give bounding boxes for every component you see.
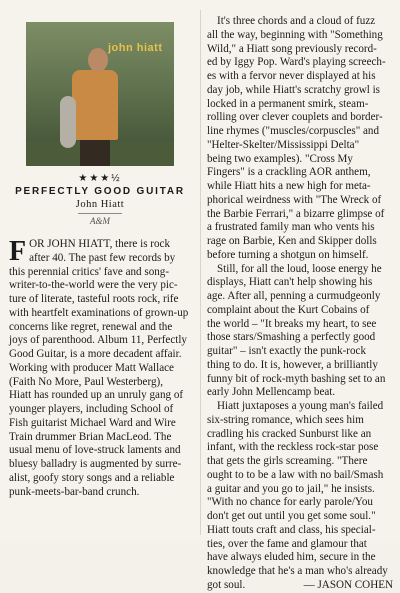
text-line: Good Guitar, is a more decadent affair. bbox=[9, 348, 182, 360]
text-line: "Helter-Skelter/Mississippi Delta" bbox=[207, 138, 360, 151]
text-line: all the way, beginning with "Something bbox=[207, 28, 383, 41]
text-line: phorical weirdness with "The Wreck of bbox=[207, 193, 382, 206]
text-line: after 40. The past few records by bbox=[29, 251, 176, 264]
column-divider bbox=[200, 10, 201, 535]
text-line: writer-to-the-world were the very pic- bbox=[9, 279, 178, 292]
text-line: knowledge that he's a man who's already bbox=[207, 565, 388, 577]
text-line: displays, Hiatt can't help showing his bbox=[207, 276, 373, 289]
text-line: ought to to be a law with no bail/Smash bbox=[207, 468, 384, 481]
text-line: (Faith No More, Paul Westerberg), bbox=[9, 375, 163, 388]
text-line: a frustrated family man who vents his bbox=[207, 221, 375, 234]
record-label: A&M bbox=[90, 216, 110, 226]
text-line: that gets the girls screaming. "There bbox=[207, 455, 368, 467]
review-body-right bbox=[207, 15, 393, 593]
text-line: the Barbie Ferrari," a bizarre glimpse of bbox=[207, 207, 385, 220]
cover-figure-head bbox=[88, 48, 108, 72]
text-line: usual menu of love-struck laments and bbox=[9, 444, 181, 457]
text-line: got soul. bbox=[207, 578, 246, 591]
text-line: Fish guitarist Michael Ward and Wire bbox=[9, 416, 176, 429]
text-line: alist, goofy story songs and a reliable bbox=[9, 471, 175, 484]
text-line: don't get out until you get some soul." bbox=[207, 510, 376, 522]
text-line: have always eluded him, secure in the bbox=[207, 551, 376, 564]
text-line: punk-meets-bar-band crunch. bbox=[9, 485, 140, 498]
text-line: es with a fervor never displayed at his bbox=[207, 70, 376, 82]
text-line: OR JOHN HIATT, there is rock bbox=[29, 238, 171, 250]
text-line: those stars/Smashing a perfectly good bbox=[207, 331, 376, 344]
text-line: locked in a permanent smirk, steam- bbox=[207, 97, 369, 110]
text-line: Hiatt touts craft and class, his special- bbox=[207, 523, 376, 536]
cover-guitar bbox=[60, 96, 76, 148]
text-line: a guitar and you go to jail," he insists. bbox=[207, 482, 375, 495]
text-line: thing to do. It is, however, a brilliantly bbox=[207, 358, 378, 371]
text-line: Train drummer Brian MacLeod. The bbox=[9, 430, 172, 443]
text-line: line rhymes ("muscles/corpuscles" and bbox=[207, 125, 380, 137]
text-line: Fingers" is a crackling AOR anthem, bbox=[207, 166, 371, 179]
text-line: concerns like regret, renewal and the bbox=[9, 320, 173, 333]
divider-rule bbox=[78, 213, 122, 214]
album-title: PERFECTLY GOOD GUITAR bbox=[15, 186, 185, 197]
left-column bbox=[0, 0, 200, 541]
text-line: younger players, including School of bbox=[9, 403, 174, 415]
text-line: ties, over the fame and glamour that bbox=[207, 537, 367, 550]
review-body-left bbox=[9, 238, 197, 499]
text-line: before turning a shotgun on himself. bbox=[207, 248, 369, 261]
text-line: ed by Iggy Pop. Ward's playing screech- bbox=[207, 56, 386, 69]
drop-cap: F bbox=[9, 236, 27, 267]
text-line: early John Mellencamp beat. bbox=[207, 386, 336, 399]
text-line: six-string romance, which sees him bbox=[207, 413, 364, 426]
text-line: ture of literate, tasteful roots rock, rife bbox=[9, 293, 179, 305]
text-line: Still, for all the loud, loose energy he bbox=[217, 262, 382, 275]
text-line: day job, while Hiatt's scratchy growl is bbox=[207, 83, 380, 96]
text-line: Wild," a Hiatt song previously record- bbox=[207, 42, 377, 55]
text-line: this perennial critics' fave and song- bbox=[9, 265, 170, 278]
text-line: cradling his cracked Sunburst like an bbox=[207, 427, 372, 440]
right-text-lines bbox=[207, 15, 393, 593]
text-line: funny bit of rock-myth bashing set to an bbox=[207, 372, 386, 385]
text-line: being two examples). "Cross My bbox=[207, 152, 353, 165]
byline: — JASON COHEN bbox=[303, 578, 393, 591]
text-line: with heartfelt examinations of grown-up bbox=[9, 306, 189, 319]
album-cover-image bbox=[26, 22, 174, 166]
text-line: guitar" – isn't exactly the punk-rock bbox=[207, 345, 367, 357]
text-line: bluesy balladry is augmented by surre- bbox=[9, 458, 182, 470]
cover-title-text: john hiatt bbox=[108, 42, 163, 54]
text-line: Working with producer Matt Wallace bbox=[9, 361, 174, 374]
artist-name: John Hiatt bbox=[75, 199, 125, 210]
text-line: infant, with the reckless rock-star pose bbox=[207, 441, 379, 454]
text-line: rolling over clever couplets and border- bbox=[207, 111, 383, 124]
text-line: It's three chords and a cloud of fuzz bbox=[217, 15, 376, 27]
text-line: joys of parenthood. Album 11, Perfectly bbox=[9, 334, 187, 347]
text-line: the world – "It breaks my heart, to see bbox=[207, 317, 377, 330]
text-line: Hiatt has rounded up an unruly gang of bbox=[9, 389, 184, 402]
text-line: age. After all, penning a curmudgeonly bbox=[207, 290, 381, 302]
text-line: "With no chance for early parole/You bbox=[207, 496, 373, 509]
text-line: rage on Barbie, Ken and Skipper dolls bbox=[207, 235, 377, 247]
star-rating: ★★★½ bbox=[78, 173, 122, 184]
left-text-lines bbox=[9, 238, 197, 499]
text-line: complaint about the Kurt Cobains of bbox=[207, 303, 370, 316]
text-line: Hiatt juxtaposes a young man's failed bbox=[217, 400, 384, 412]
text-line: while Hiatt hits a new high for meta- bbox=[207, 180, 371, 192]
cover-figure-jacket bbox=[72, 70, 118, 140]
